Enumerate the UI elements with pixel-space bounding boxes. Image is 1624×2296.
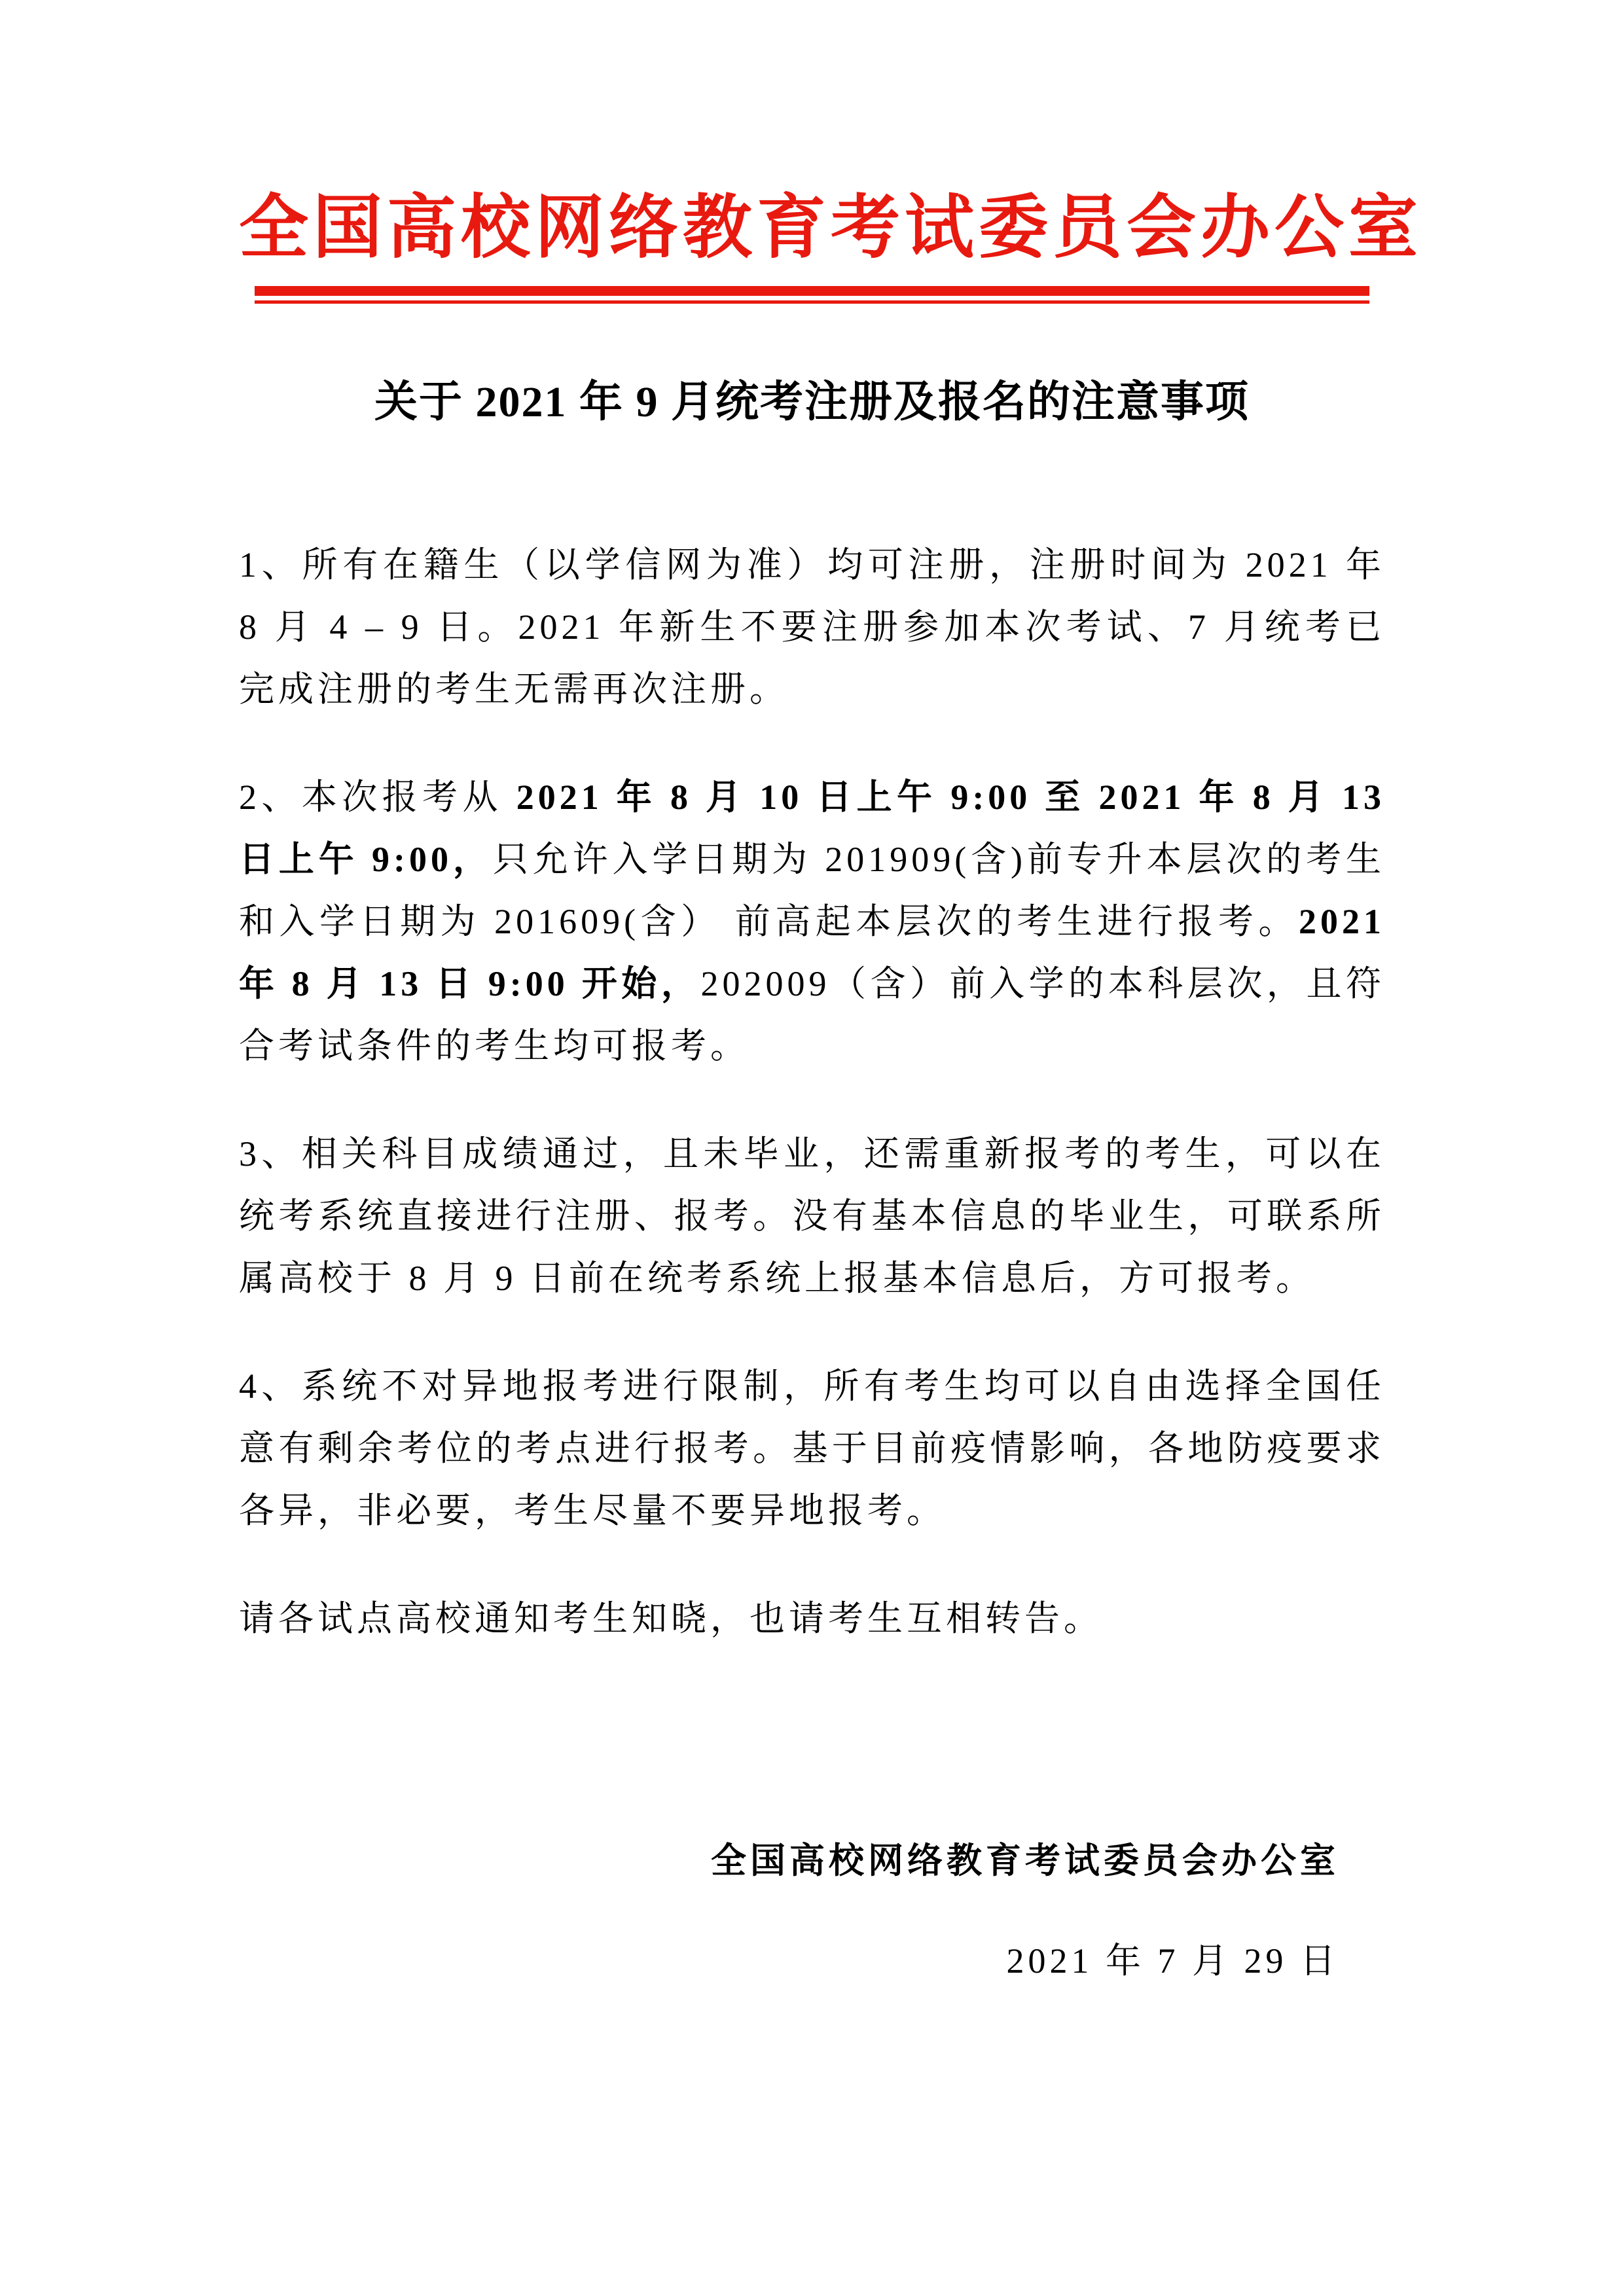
closing-line: 请各试点高校通知考生知晓，也请考生互相转告。 <box>239 1599 1103 1638</box>
text-segment: 只允许入学日期为 201909(含)前专升本层次的考生和入学日期为 201609(含） 前高起本层次的考生进行报考。 <box>239 840 1386 941</box>
text-segment: 2、本次报考从 <box>239 778 516 817</box>
notice-title: 关于 2021 年 9 月统考注册及报名的注意事项 <box>374 378 1250 426</box>
body-paragraph <box>239 1355 1385 1542</box>
text-segment: 202009（含）前入学的本科层次，且符合考试条件的考生均可报考。 <box>239 964 1385 1066</box>
header-divider-thin-line <box>255 300 1369 304</box>
body-paragraph <box>239 534 1385 721</box>
bold-text-segment: 2021 年 8 月 13 日 9:00 开始， <box>239 902 1385 1003</box>
signature-line: 全国高校网络教育考试委员会办公室 <box>711 1841 1339 1880</box>
header-divider-thick-line <box>255 286 1369 296</box>
text-segment: 3、相关科目成绩通过，且未毕业，还需重新报考的考生，可以在统考系统直接进行注册、报考。没有基本信息的毕业生，可联系所属高校于 8 月 9 日前在统考系统上报基本信息后，方可报考。 <box>239 1134 1385 1298</box>
body-paragraph <box>239 766 1385 1077</box>
header-divider <box>255 286 1369 304</box>
text-segment: 4、系统不对异地报考进行限制，所有考生均可以自由选择全国任意有剩余考位的考点进行报考。基于目前疫情影响，各地防疫要求各异，非必要，考生尽量不要异地报考。 <box>239 1367 1385 1530</box>
text-segment: 1、所有在籍生（以学信网为准）均可注册，注册时间为 2021 年 8 月 4 – 9 日。2021 年新生不要注册参加本次考试、7 月统考已完成注册的考生无需再次注册。 <box>239 545 1385 709</box>
body-paragraphs <box>239 534 1385 1542</box>
issuing-office-header: 全国高校网络教育考试委员会办公室 <box>239 189 1422 266</box>
date-line: 2021 年 7 月 29 日 <box>1006 1941 1339 1981</box>
bold-text-segment: 2021 年 8 月 10 日上午 9:00 至 2021 年 8 月 13 日上午 9:00， <box>239 778 1386 879</box>
body-paragraph <box>239 1123 1385 1310</box>
